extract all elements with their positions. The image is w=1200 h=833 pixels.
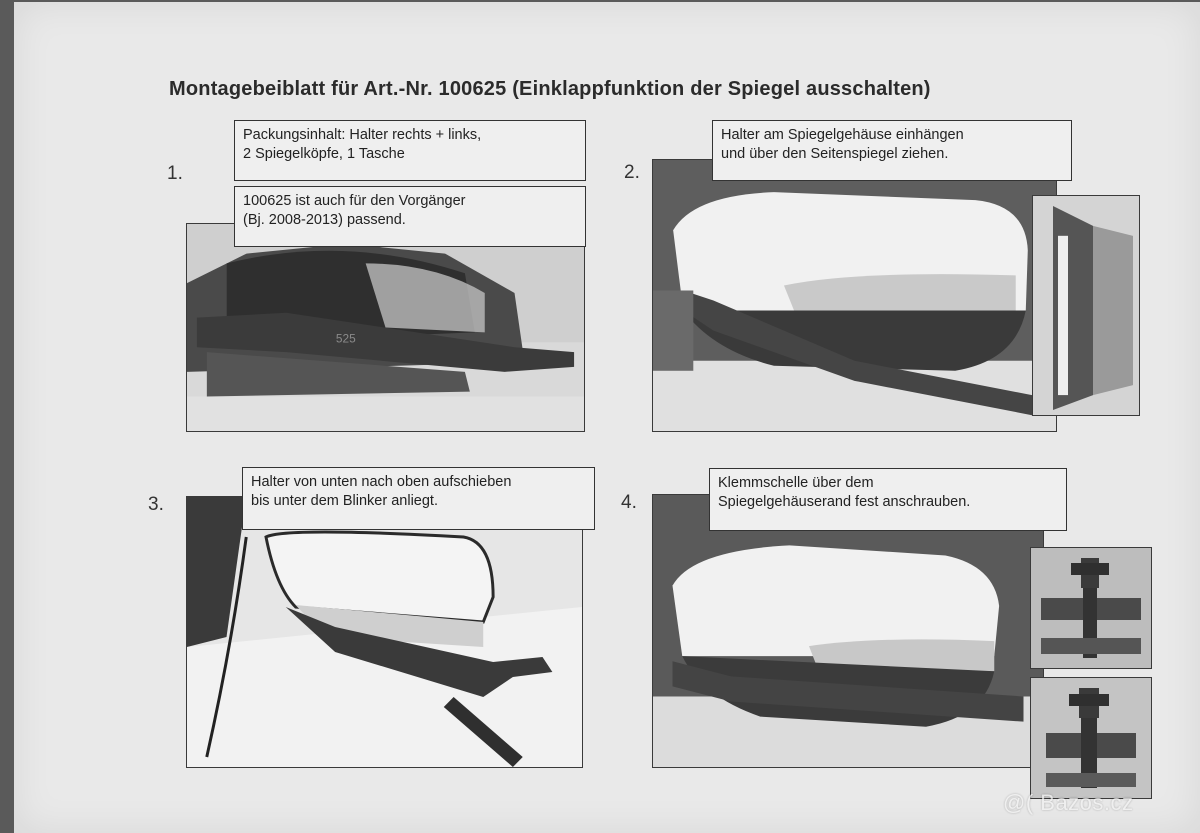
callout-line: 2 Spiegelköpfe, 1 Tasche	[243, 146, 405, 162]
callout-line: Packungsinhalt: Halter rechts + links,	[243, 127, 482, 143]
callout-line: Klemmschelle über dem	[718, 475, 874, 491]
step-1-callout-compatibility	[234, 186, 586, 247]
step-4-photo	[652, 494, 1044, 768]
step-2-photo	[652, 159, 1057, 432]
callout-line: Spiegelgehäuserand fest anschrauben.	[718, 494, 971, 510]
watermark: @( Bazos.cz	[1003, 790, 1134, 815]
step-1-photo	[186, 223, 585, 432]
callout-line: bis unter dem Blinker anliegt.	[251, 493, 438, 509]
svg-text:525: 525	[335, 331, 356, 346]
step-4-detail-photo-bottom	[1030, 677, 1152, 799]
callout-line: 100625 ist auch für den Vorgänger	[243, 193, 466, 209]
step-3-callout	[242, 467, 595, 530]
step-number-3: 3.	[148, 494, 164, 515]
callout-line: Halter von unten nach oben aufschieben	[251, 474, 512, 490]
step-2-detail-photo	[1032, 195, 1140, 416]
step-4-callout	[709, 468, 1067, 531]
step-4-detail-photo-top	[1030, 547, 1152, 669]
step-2-callout	[712, 120, 1072, 181]
document-title: Montagebeiblatt für Art.-Nr. 100625 (Einklappfunktion der Spiegel ausschalten)	[169, 78, 931, 100]
step-number-4: 4.	[621, 492, 637, 513]
instruction-sheet	[14, 2, 1200, 833]
step-number-1: 1.	[167, 163, 183, 184]
callout-line: und über den Seitenspiegel ziehen.	[721, 146, 949, 162]
step-number-2: 2.	[624, 162, 640, 183]
callout-line: (Bj. 2008-2013) passend.	[243, 212, 406, 228]
callout-line: Halter am Spiegelgehäuse einhängen	[721, 127, 964, 143]
step-1-callout-contents	[234, 120, 586, 181]
step-3-photo	[186, 496, 583, 768]
